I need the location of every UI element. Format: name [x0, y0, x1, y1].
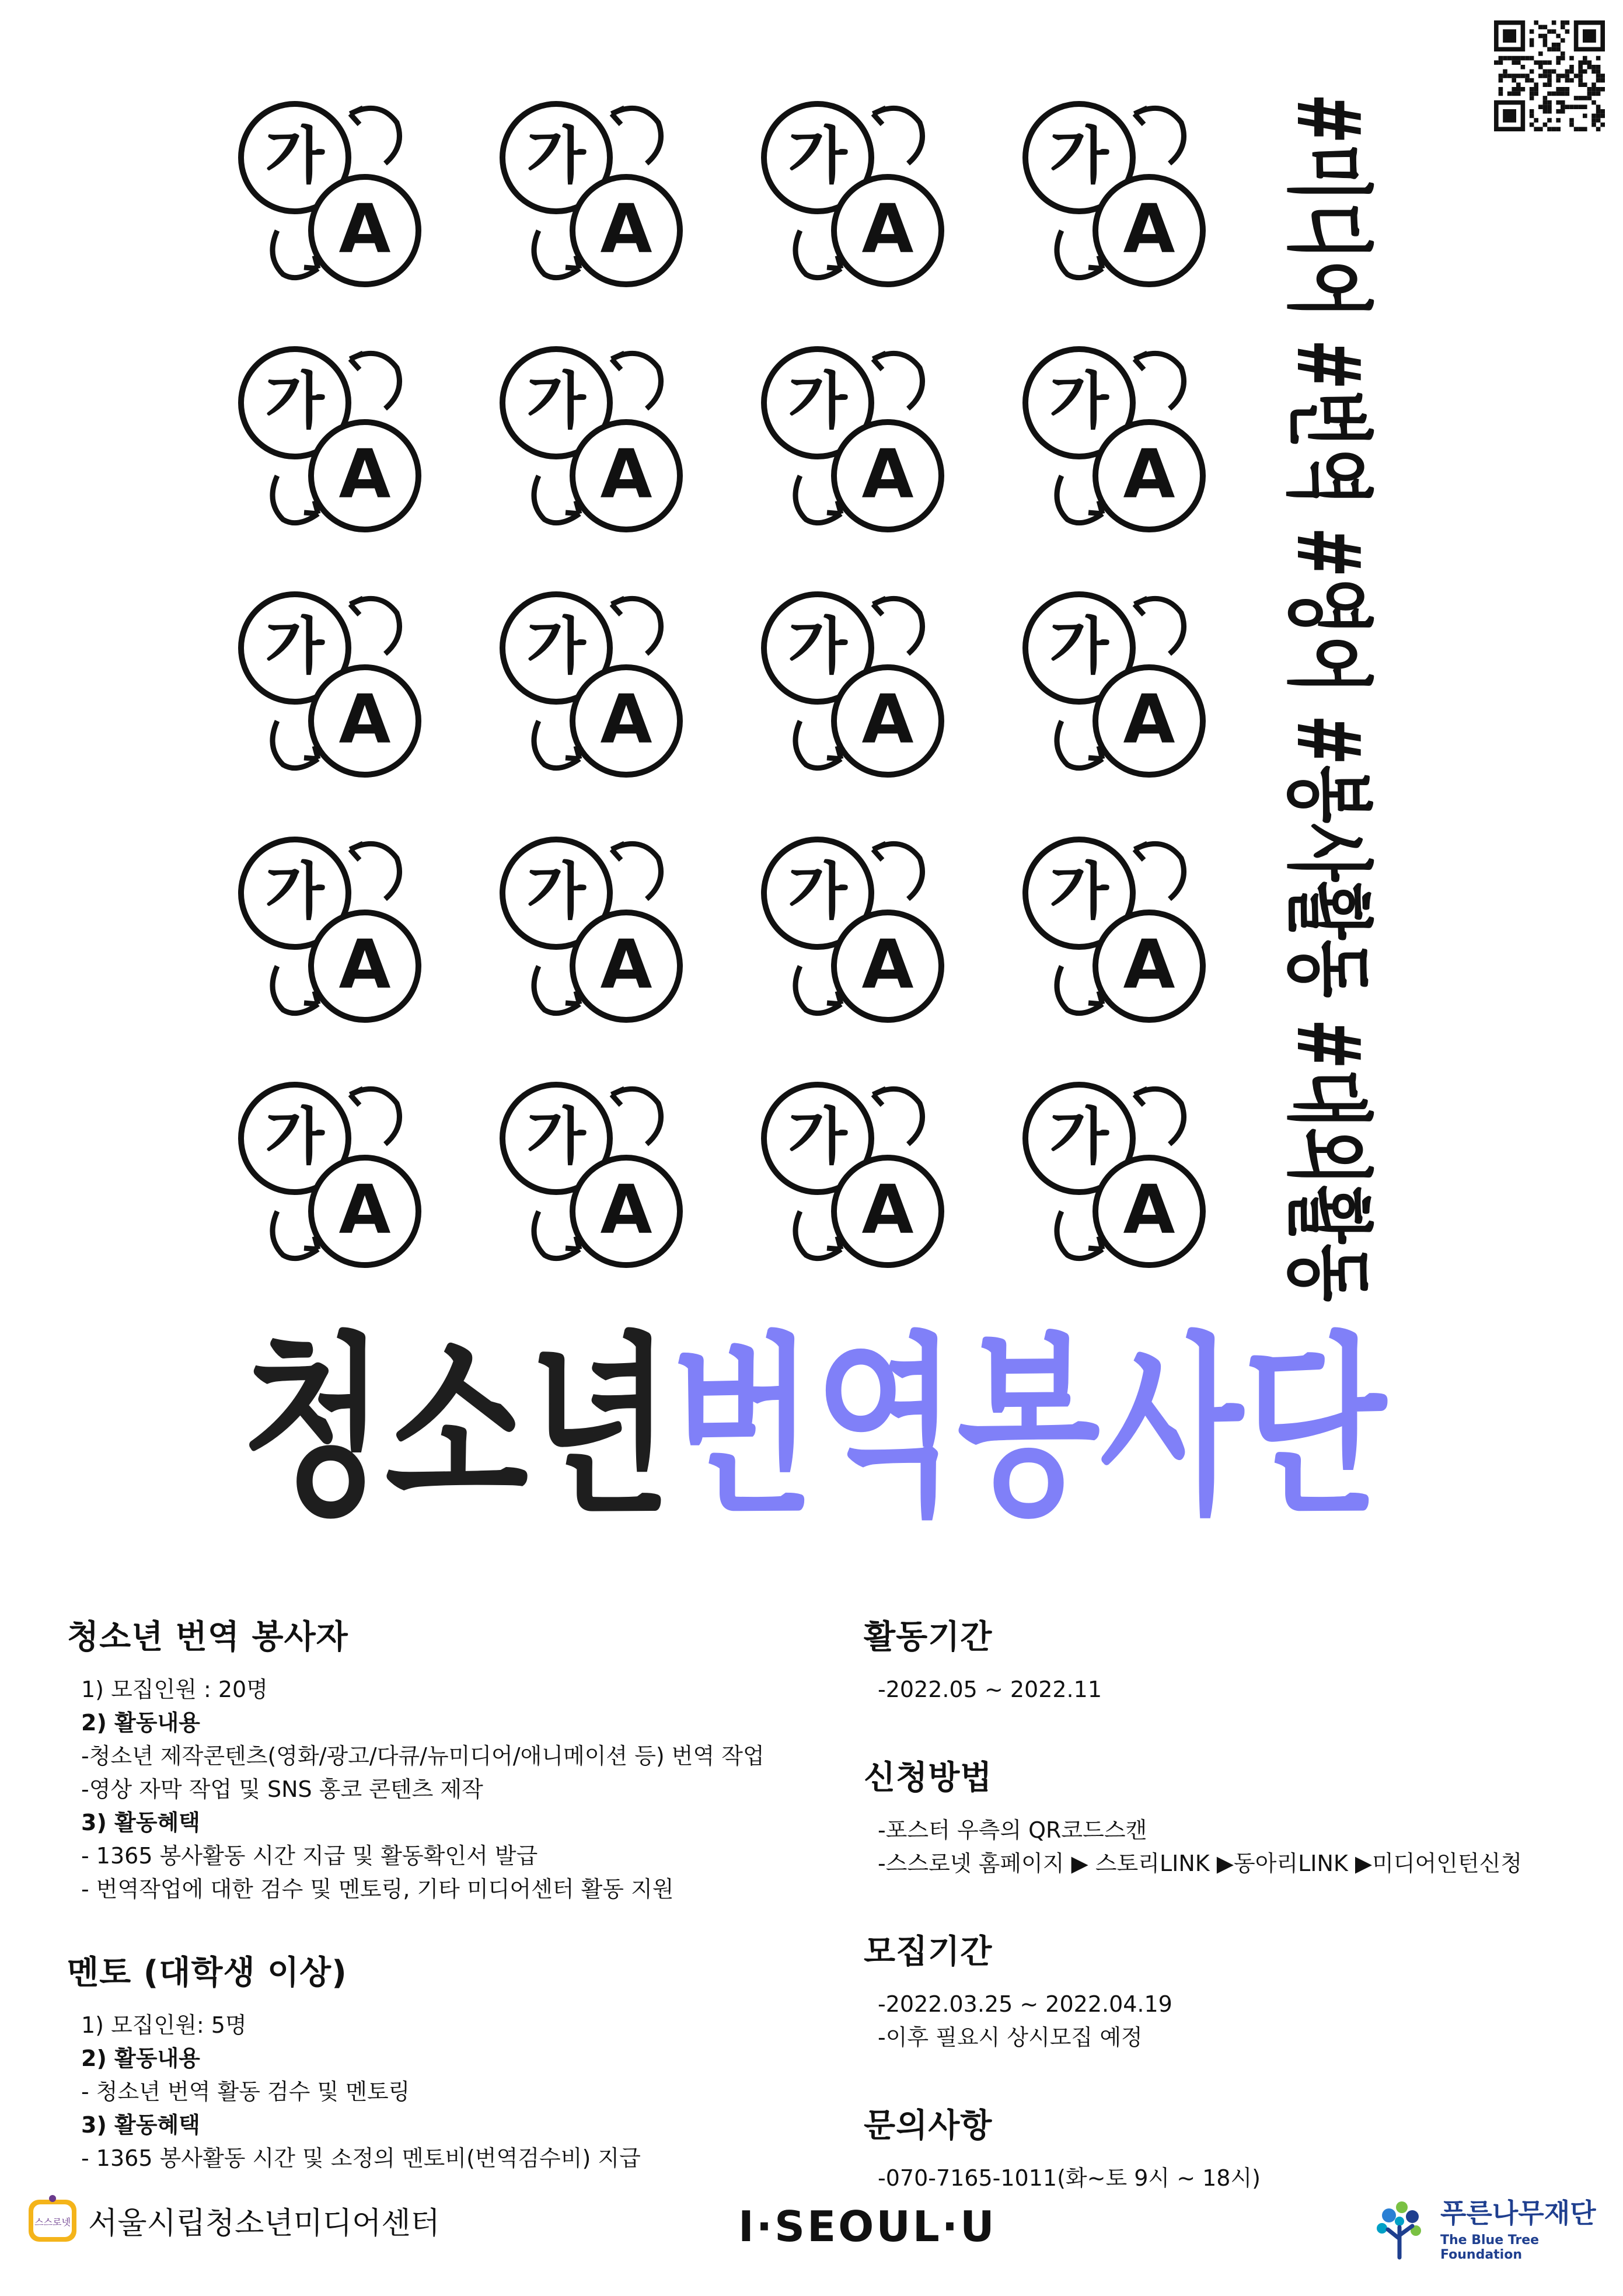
section-line: -070-7165-1011(화~토 9시 ~ 18시)	[878, 2165, 1261, 2191]
translate-icon	[241, 104, 418, 284]
qr-code[interactable]	[1494, 20, 1605, 131]
left-section	[67, 1947, 826, 2175]
section-line: -이후 필요시 상시모집 예정	[878, 2025, 1143, 2050]
latin-glyph: A	[600, 681, 652, 759]
translate-icon	[1025, 349, 1203, 529]
latin-glyph: A	[1123, 1171, 1175, 1249]
korean-glyph: 가	[788, 611, 847, 682]
korean-glyph: 가	[1049, 120, 1109, 191]
section-line: -영상 자막 작업 및 SNS 홍코 콘텐츠 제작	[81, 1776, 483, 1802]
section-line: - 청소년 번역 활동 검수 및 멘토링	[81, 2079, 410, 2105]
i-seoul-u-logo: I·SEOUL·U	[738, 2202, 997, 2251]
translate-icon	[502, 1085, 680, 1265]
translate-icon	[241, 839, 418, 1020]
section-heading: 멘토 (대학생 이상)	[67, 1954, 347, 1992]
translate-icon	[764, 839, 941, 1020]
section-subheading: 3) 활동혜택	[81, 2112, 200, 2138]
translate-icon	[502, 349, 680, 529]
latin-glyph: A	[861, 1171, 914, 1249]
translate-icon	[764, 104, 941, 284]
korean-glyph: 가	[788, 365, 847, 437]
korean-glyph: 가	[526, 120, 586, 191]
side-hashtags	[1264, 82, 1392, 1851]
korean-glyph: 가	[265, 120, 324, 191]
translate-icon	[502, 104, 680, 284]
translate-icon	[764, 349, 941, 529]
section-line: 1) 모집인원: 5명	[81, 2012, 247, 2038]
latin-glyph: A	[338, 435, 391, 514]
section-heading: 청소년 번역 봉사자	[67, 1618, 348, 1656]
right-section	[864, 1926, 1599, 2054]
latin-glyph: A	[861, 681, 914, 759]
korean-glyph: 가	[1049, 611, 1109, 682]
section-line: -청소년 제작콘텐츠(영화/광고/다큐/뉴미디어/애니메이션 등) 번역 작업	[81, 1743, 765, 1769]
section-line: -2022.05 ~ 2022.11	[878, 1677, 1102, 1702]
korean-glyph: 가	[788, 120, 847, 191]
right-section	[864, 1611, 1599, 1706]
korean-glyph: 가	[265, 1101, 324, 1172]
latin-glyph: A	[861, 435, 914, 514]
latin-glyph: A	[600, 435, 652, 514]
translate-icon	[241, 349, 418, 529]
section-line: -포스터 우측의 QR코드스캔	[878, 1817, 1147, 1843]
korean-glyph: 가	[265, 856, 324, 927]
latin-glyph: A	[338, 190, 391, 269]
korean-glyph: 가	[526, 1101, 586, 1172]
korean-glyph: 가	[788, 1101, 847, 1172]
korean-glyph: 가	[265, 611, 324, 682]
latin-glyph: A	[1123, 435, 1175, 514]
translate-icon	[1025, 839, 1203, 1020]
foundation-name-en: The Blue Tree Foundation	[1440, 2233, 1540, 2262]
left-info-column	[67, 1611, 826, 2216]
left-section	[67, 1611, 826, 1906]
footer-left-org	[26, 2188, 440, 2252]
footer-left-org-name: 서울시립청소년미디어센터	[88, 2206, 440, 2241]
right-section	[864, 1752, 1599, 1880]
svg-text:청소년번역봉사단	[242, 1316, 1601, 1540]
section-subheading: 3) 활동혜택	[81, 1810, 200, 1835]
korean-glyph: 가	[265, 365, 324, 437]
latin-glyph: A	[861, 926, 914, 1004]
ssuro-logo-text: 스스로넷	[34, 2217, 71, 2228]
translate-icon	[764, 1085, 941, 1265]
korean-glyph: 가	[526, 611, 586, 682]
translate-icon	[502, 839, 680, 1020]
translation-icon-pattern	[231, 82, 1351, 1319]
section-line: - 1365 봉사활동 시간 및 소정의 멘토비(번역검수비) 지급	[81, 2145, 641, 2171]
latin-glyph: A	[338, 926, 391, 1004]
translate-icon	[241, 1085, 418, 1265]
latin-glyph: A	[600, 926, 652, 1004]
latin-glyph: A	[1123, 190, 1175, 269]
section-line: - 번역작업에 대한 검수 및 멘토링, 기타 미디어센터 활동 지원	[81, 1876, 674, 1902]
translate-icon	[1025, 1085, 1203, 1265]
latin-glyph: A	[600, 190, 652, 269]
section-heading: 신청방법	[864, 1759, 993, 1797]
korean-glyph: 가	[1049, 365, 1109, 437]
latin-glyph: A	[861, 190, 914, 269]
korean-glyph: 가	[1049, 1101, 1109, 1172]
latin-glyph: A	[1123, 926, 1175, 1004]
korean-glyph: 가	[526, 365, 586, 437]
section-line: 1) 모집인원 : 20명	[81, 1677, 268, 1702]
section-line: -2022.03.25 ~ 2022.04.19	[878, 1991, 1172, 2017]
korean-glyph: 가	[1049, 856, 1109, 927]
section-subheading: 2) 활동내용	[81, 1710, 200, 1736]
korean-glyph: 가	[526, 856, 586, 927]
title-part1: 청소년	[242, 1316, 801, 1540]
section-heading: 문의사항	[864, 2107, 993, 2145]
translate-icon	[1025, 594, 1203, 775]
section-line: -스스로넷 홈페이지 ▶ 스토리LINK ▶동아리LINK ▶미디어인턴신청	[878, 1851, 1523, 1876]
ssuro-logo-icon	[26, 2194, 79, 2246]
latin-glyph: A	[600, 1171, 652, 1249]
section-subheading: 2) 활동내용	[81, 2046, 200, 2071]
korean-glyph: 가	[788, 856, 847, 927]
section-heading: 모집기간	[864, 1933, 993, 1971]
title-part2: 번역봉사단	[671, 1316, 1601, 1540]
translate-icon	[764, 594, 941, 775]
section-heading: 활동기간	[864, 1618, 993, 1656]
foundation-name-ko: 푸른나무재단	[1440, 2197, 1596, 2229]
right-info-column	[864, 1611, 1599, 2241]
translate-icon	[241, 594, 418, 775]
translate-icon	[1025, 104, 1203, 284]
blue-tree-icon	[1366, 2192, 1436, 2262]
right-section	[864, 2100, 1599, 2195]
latin-glyph: A	[338, 1171, 391, 1249]
section-line: - 1365 봉사활동 시간 지급 및 활동확인서 발급	[81, 1843, 538, 1869]
side-hashtags-text: #미디어 #번역 #영어 #봉사활동 #대외활동	[1277, 93, 1378, 1851]
main-title	[242, 1308, 1601, 1540]
latin-glyph: A	[338, 681, 391, 759]
translate-icon	[502, 594, 680, 775]
footer-right-org	[1366, 2192, 1623, 2262]
latin-glyph: A	[1123, 681, 1175, 759]
